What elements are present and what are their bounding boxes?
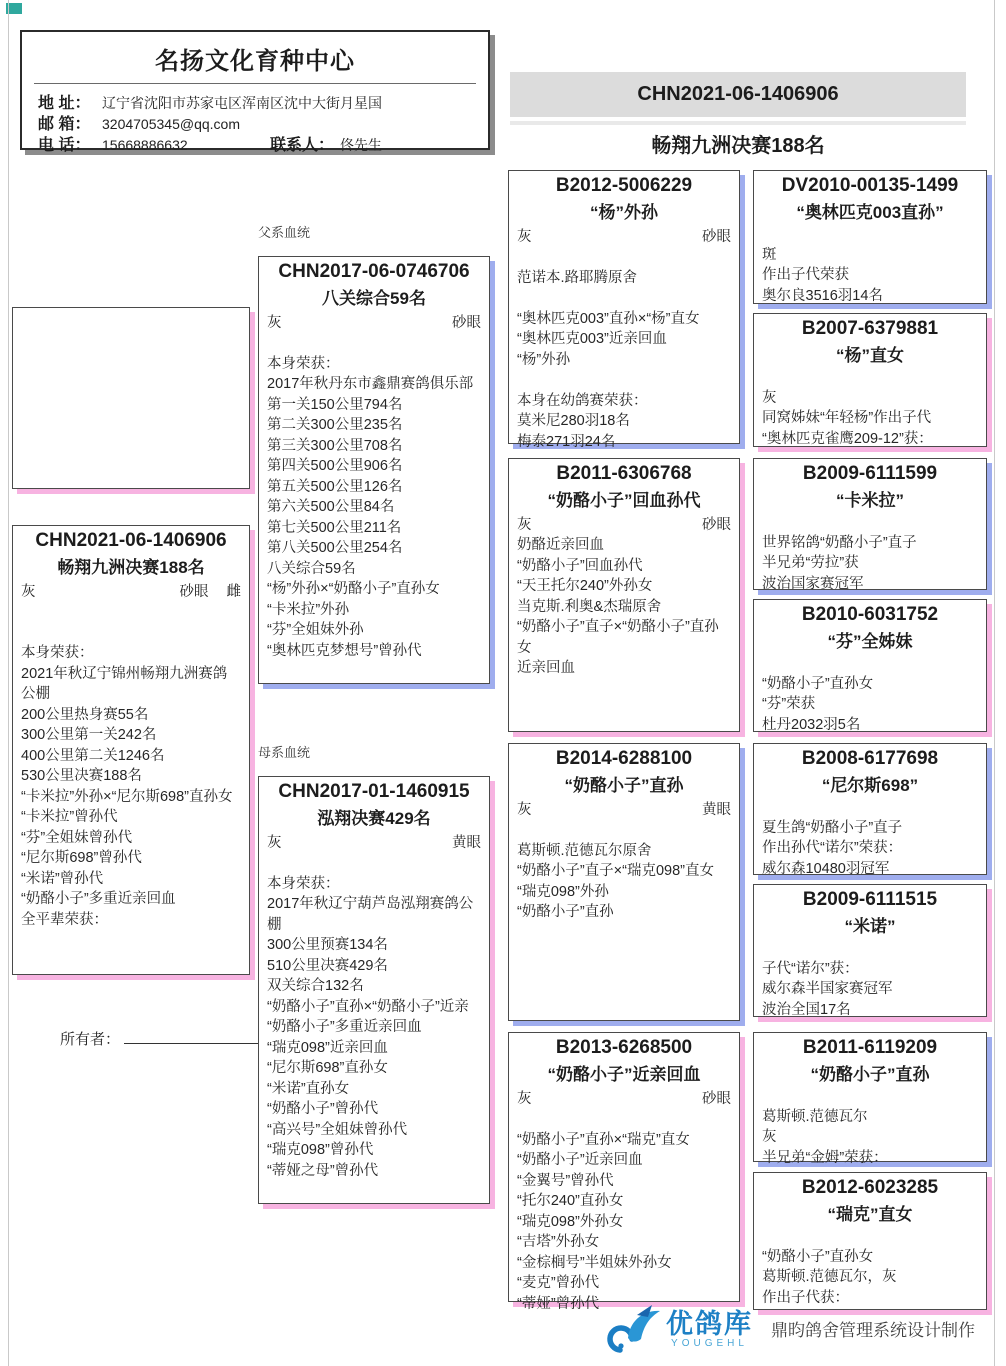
sire-line-label: 父系血统 bbox=[258, 225, 311, 240]
owner-label: 所有者： bbox=[60, 1031, 121, 1048]
gp-color: 灰 bbox=[517, 802, 532, 818]
ggp-ring: B2008-6177698 bbox=[801, 748, 939, 769]
logo-text-block bbox=[666, 1310, 753, 1349]
gp-name: “奶酪小子”直孙 bbox=[564, 776, 684, 795]
contact-value: 佟先生 bbox=[340, 137, 383, 153]
logo-latin-text: YOUGEHL bbox=[671, 1338, 748, 1349]
ggp-ring: B2007-6379881 bbox=[801, 318, 939, 339]
ggp-details: 灰 同窝姊妹“年轻杨”作出子代 “奥林匹克雀鹰209-12”获： bbox=[762, 389, 933, 447]
dam-line-label: 母系血统 bbox=[258, 745, 311, 760]
sire-details: 本身荣获： 2017年秋丹东市鑫鼎赛鸽俱乐部 第一关150公里794名 第二关300公里235名 第三关300公里708名 第四关500公里906名 第五关500公里126名 第六关500公里84名 第七关500公里211名 第八关500公里254名 八关综合59名 “杨”外孙×“奶酪小子”直孙女 “卡米拉”外孙 “芬”全姐妹外孙 “奥林匹克梦想号”曾孙代 bbox=[267, 355, 474, 659]
great-grandparent-box-2 bbox=[753, 313, 987, 447]
great-grandparent-box-1 bbox=[753, 170, 987, 304]
gp-name: “奶酪小子”回血孙代 bbox=[547, 491, 701, 510]
footer-credit-text: 鼎昀鸽舍管理系统设计制作 bbox=[771, 1321, 975, 1340]
left-page-edge bbox=[8, 0, 9, 1366]
yougeku-logo-icon bbox=[600, 1302, 662, 1356]
ggp-details: “奶酪小子”直孙女 葛斯顿.范德瓦尔，灰 作出子代获： bbox=[762, 1248, 897, 1306]
gp-color: 灰 bbox=[517, 517, 532, 533]
phone-label: 电 话： bbox=[38, 137, 91, 154]
ggp-name: “杨”直女 bbox=[836, 346, 904, 365]
gp-name: “奶酪小子”近亲回血 bbox=[547, 1065, 701, 1084]
right-page-edge bbox=[994, 0, 995, 1366]
dam-details: 本身荣获： 2017年秋辽宁葫芦岛泓翔赛鸽公棚 300公里预赛134名 510公里决赛429名 双关综合132名 “奶酪小子”直孙×“奶酪小子”近亲 “奶酪小子”多重近亲回血 “瑞克098”近亲回血 “尼尔斯698”直孙女 “米诺”直孙女 “奶酪小子”曾孙代 “高兴号”全姐妹曾孙代 “瑞克098”曾孙代 “蒂娅之母”曾孙代 bbox=[267, 875, 474, 1179]
ggp-name: “米诺” bbox=[844, 917, 896, 936]
ggp-ring: B2010-6031752 bbox=[801, 604, 939, 625]
gp-eye: 砂眼 bbox=[702, 229, 731, 245]
footer bbox=[600, 1302, 975, 1356]
email-row bbox=[38, 111, 472, 132]
gp-details: 范诺本.路耶腾原舍 “奥林匹克003”直孙×“杨”直女 “奥林匹克003”近亲回血 “杨”外孙 本身在幼鸽赛荣获： 莫米尼280羽18名 梅泰271羽24名 bbox=[517, 269, 700, 450]
subject-box bbox=[12, 525, 250, 975]
loft-info-card bbox=[20, 30, 490, 154]
gp-name: “杨”外孙 bbox=[590, 203, 658, 222]
dam-name: 泓翔决赛429名 bbox=[317, 809, 431, 828]
gp-details: “奶酪小子”直孙×“瑞克”直女 “奶酪小子”近亲回血 “金翼号”曾孙代 “托尔240”直孙女 “瑞克098”外孙女 “吉塔”外孙女 “金棕榈号”半姐妹外孙女 “麦克”曾孙代 “蒂娅”曾孙代 bbox=[517, 1131, 690, 1312]
gp-ring: B2011-6306768 bbox=[556, 463, 692, 484]
dam-color: 灰 bbox=[267, 835, 282, 851]
ggp-name: “瑞克”直女 bbox=[827, 1205, 913, 1224]
ggp-details: 子代“诺尔”获： 威尔森半国家赛冠军 波治全国17名 bbox=[762, 960, 893, 1018]
subject-traits bbox=[13, 580, 249, 601]
great-grandparent-box-3 bbox=[753, 458, 987, 590]
phone-value: 15668886632 bbox=[102, 137, 188, 153]
granddam-p-box bbox=[508, 458, 740, 732]
subject-name: 畅翔九洲决赛188名 bbox=[57, 558, 205, 577]
subject-eye: 砂眼 bbox=[179, 584, 209, 600]
owner-signature-line bbox=[124, 1030, 274, 1044]
gp-ring: B2012-5006229 bbox=[555, 175, 693, 196]
ggp-details: 夏生鸽“奶酪小子”直子 作出孙代“诺尔”荣获： 威尔森10480羽冠军 bbox=[762, 819, 903, 877]
ggp-details: 世界铭鸽“奶酪小子”直子 半兄弟“劳拉”获 波治国家赛冠军 bbox=[762, 534, 917, 592]
loft-contact-rows bbox=[22, 84, 488, 153]
sire-ring: CHN2017-06-0746706 bbox=[278, 261, 470, 282]
gp-color: 灰 bbox=[517, 1091, 532, 1107]
ggp-ring: B2009-6111599 bbox=[802, 463, 938, 484]
sire-color: 灰 bbox=[267, 315, 282, 331]
contact-label: 联系人： bbox=[270, 137, 335, 154]
gp-details: 奶酪近亲回血 “奶酪小子”回血孙代 “天王托尔240”外孙女 当克斯.利奥&杰瑞原舍 “奶酪小子”直子×“奶酪小子”直孙女 近亲回血 bbox=[517, 537, 719, 676]
dam-box bbox=[258, 776, 490, 1204]
ggp-name: “尼尔斯698” bbox=[821, 776, 919, 795]
email-label: 邮 箱： bbox=[38, 116, 91, 133]
ring-number-banner: CHN2021-06-1406906 bbox=[510, 72, 966, 117]
subject-details: 本身荣获： 2021年秋辽宁锦州畅翔九洲赛鸽公棚 200公里热身赛55名 300公里第一关242名 400公里第二关1246名 530公里决赛188名 “卡米拉”外孙×“尼尔斯698”直孙女 “卡米拉”曾孙代 “芬”全姐妹曾孙代 “尼尔斯698”曾孙代 “米诺”曾孙代 “奶酪小子”多重近亲回血 全平辈荣获： bbox=[21, 645, 233, 928]
gp-traits bbox=[509, 798, 739, 819]
sire-name: 八关综合59名 bbox=[322, 289, 426, 308]
address-row bbox=[38, 90, 472, 111]
gp-color: 灰 bbox=[517, 229, 532, 245]
gp-traits bbox=[509, 225, 739, 246]
gp-eye: 砂眼 bbox=[702, 1091, 731, 1107]
granddam-m-box bbox=[508, 1032, 740, 1312]
grandsire-m-box bbox=[508, 743, 740, 1021]
sire-eye: 砂眼 bbox=[452, 315, 481, 331]
dam-ring: CHN2017-01-1460915 bbox=[278, 781, 470, 802]
ggp-details: “奶酪小子”直孙女 “芬”荣获 杜丹2032羽5名 bbox=[762, 675, 874, 733]
address-value: 辽宁省沈阳市苏家屯区浑南区沈中大街月星国 bbox=[102, 95, 382, 111]
address-label: 地 址： bbox=[38, 95, 91, 112]
loft-name: 名扬文化育种中心 bbox=[155, 48, 355, 75]
subject-color: 灰 bbox=[21, 584, 36, 600]
bird-title: 畅翔九洲决赛188名 bbox=[651, 135, 825, 157]
ggp-name: “奶酪小子”直孙 bbox=[810, 1065, 930, 1084]
ggp-name: “卡米拉” bbox=[836, 491, 904, 510]
grandsire-p-box bbox=[508, 170, 740, 450]
ggp-ring: B2012-6023285 bbox=[801, 1177, 939, 1198]
great-grandparent-box-8 bbox=[753, 1172, 987, 1310]
banner-underline bbox=[510, 121, 966, 125]
gp-ring: B2014-6288100 bbox=[555, 748, 693, 769]
sire-traits bbox=[259, 311, 489, 332]
ggp-name: “芬”全姊妹 bbox=[827, 632, 913, 651]
photo-placeholder-box bbox=[12, 307, 250, 489]
sire-box bbox=[258, 256, 490, 684]
phone-row bbox=[38, 132, 472, 153]
gp-traits bbox=[509, 513, 739, 534]
ggp-details: 斑 作出子代荣获 奥尔良3516羽14名 bbox=[762, 246, 883, 304]
gp-eye: 砂眼 bbox=[702, 517, 731, 533]
ggp-ring: DV2010-00135-1499 bbox=[781, 175, 959, 196]
dam-eye: 黄眼 bbox=[452, 835, 481, 851]
email-value: 3204705345@qq.com bbox=[102, 116, 240, 132]
dam-traits bbox=[259, 831, 489, 852]
owner-row bbox=[60, 1028, 274, 1049]
subject-ring: CHN2021-06-1406906 bbox=[35, 530, 227, 551]
gp-ring: B2013-6268500 bbox=[555, 1037, 693, 1058]
ggp-ring: B2009-6111515 bbox=[802, 889, 938, 910]
gp-traits bbox=[509, 1087, 739, 1108]
ggp-name: “奥林匹克003直孙” bbox=[796, 203, 944, 222]
great-grandparent-box-4 bbox=[753, 599, 987, 732]
great-grandparent-box-5 bbox=[753, 743, 987, 875]
ggp-ring: B2011-6119209 bbox=[802, 1037, 938, 1058]
logo-chinese-text: 优鸽库 bbox=[666, 1309, 753, 1339]
great-grandparent-box-7 bbox=[753, 1032, 987, 1166]
gp-details: 葛斯顿.范德瓦尔原舍 “奶酪小子”直子×“瑞克098”直女 “瑞克098”外孙 “奶酪小子”直孙 bbox=[517, 842, 714, 920]
gp-eye: 黄眼 bbox=[702, 802, 731, 818]
great-grandparent-box-6 bbox=[753, 884, 987, 1017]
ggp-details: 葛斯顿.范德瓦尔 灰 半兄弟“金姆”荣获： bbox=[762, 1108, 888, 1166]
subject-sex: 雌 bbox=[226, 584, 241, 600]
